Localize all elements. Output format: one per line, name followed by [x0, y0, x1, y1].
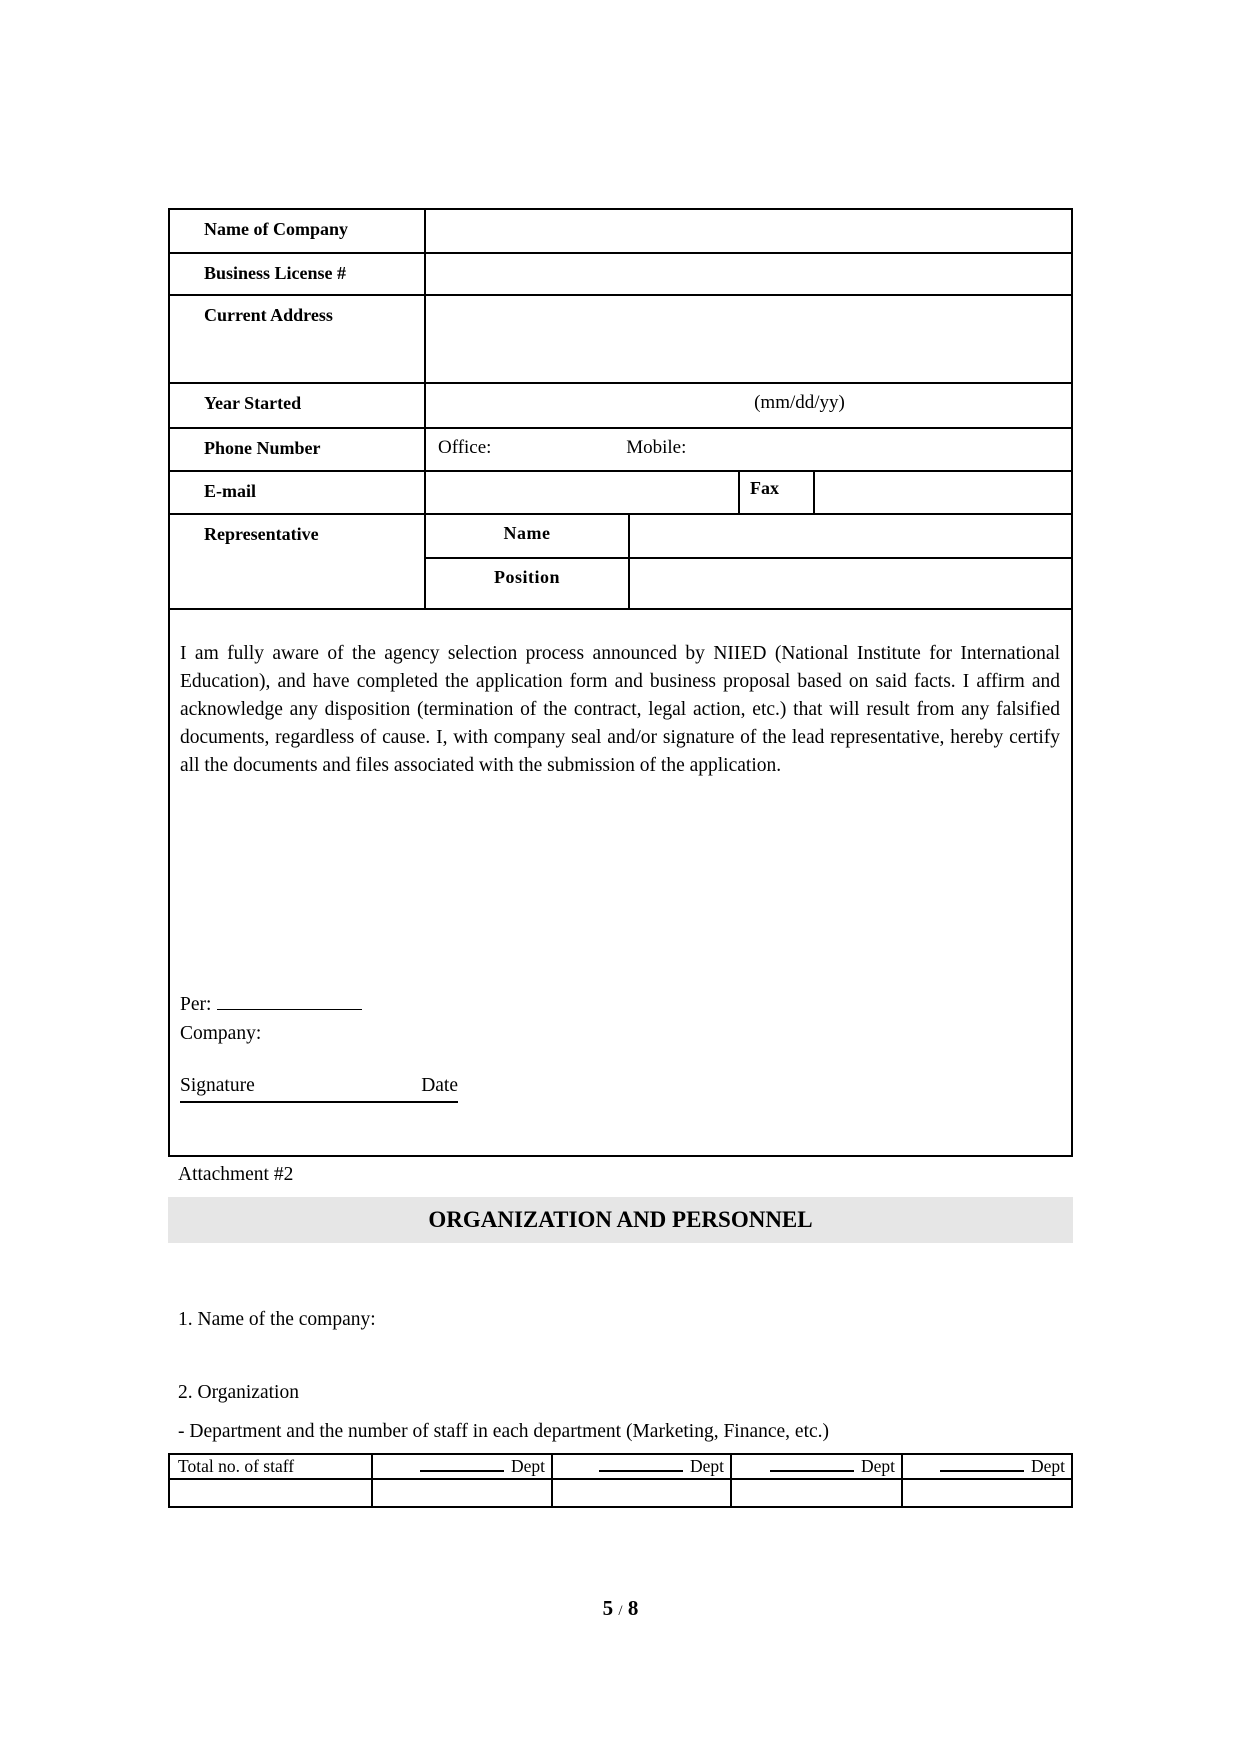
- dept-count-field[interactable]: [553, 1480, 732, 1506]
- dept-label: Dept: [1030, 1456, 1065, 1476]
- dept-header-cell: [373, 1455, 553, 1478]
- per-line: [180, 990, 458, 1019]
- attachment-label: Attachment #2: [178, 1164, 294, 1185]
- representative-name-row: [426, 515, 1071, 559]
- signature-label: Signature: [180, 1075, 255, 1096]
- item-company-name: 1. Name of the company:: [178, 1309, 376, 1330]
- page-total: 8: [627, 1596, 639, 1620]
- item-organization-note: - Department and the number of staff in each department (Marketing, Finance, etc.): [178, 1421, 830, 1442]
- table-row: [170, 254, 1071, 296]
- total-staff-label: Total no. of staff: [170, 1455, 373, 1478]
- phone-number-label: Phone Number: [170, 429, 426, 470]
- dept-label: Dept: [860, 1456, 895, 1476]
- section-heading: ORGANIZATION AND PERSONNEL: [168, 1197, 1073, 1243]
- staff-table-header-row: [170, 1455, 1071, 1480]
- per-blank-line[interactable]: [217, 1009, 362, 1010]
- declaration-cell: [170, 610, 1071, 1155]
- year-started-label: Year Started: [170, 384, 426, 427]
- page-separator: /: [618, 1603, 623, 1619]
- dept-blank-line[interactable]: [940, 1470, 1024, 1472]
- rep-name-field[interactable]: [630, 515, 1071, 557]
- representative-position-row: [426, 559, 1071, 608]
- fax-label: Fax: [738, 472, 813, 513]
- name-of-company-field[interactable]: [426, 210, 1071, 252]
- declaration-paragraph: I am fully aware of the agency selection process announced by NIIED (National Institute for International Education), and have completed the application form and business proposal based on said facts. I affirm and acknowledge any disposition (termination of the contract, legal action, etc.) that will result from any falsified documents, regardless of cause. I, with company seal and/or signature of the lead representative, hereby certify all the documents and files associated with the submission of the application.: [180, 643, 1060, 776]
- business-license-label: Business License #: [170, 254, 426, 294]
- staff-count-field[interactable]: [170, 1480, 373, 1506]
- dept-label: Dept: [510, 1456, 545, 1476]
- table-row: [170, 515, 1071, 610]
- date-label: Date: [421, 1075, 458, 1096]
- item-organization: 2. Organization: [178, 1382, 299, 1403]
- dept-count-field[interactable]: [373, 1480, 553, 1506]
- dept-header-cell: [903, 1455, 1071, 1478]
- table-row: [170, 296, 1071, 384]
- dept-count-field[interactable]: [732, 1480, 903, 1506]
- representative-label: Representative: [170, 515, 426, 608]
- mobile-label: Mobile:: [626, 437, 687, 458]
- table-row: [170, 429, 1071, 472]
- rep-name-label: Name: [426, 515, 630, 557]
- dept-header-cell: [553, 1455, 732, 1478]
- staff-table-data-row: [170, 1480, 1071, 1506]
- company-line: Company:: [180, 1023, 262, 1044]
- company-info-table: [168, 208, 1073, 1157]
- per-label: Per:: [180, 994, 212, 1015]
- rep-position-field[interactable]: [630, 559, 1071, 608]
- table-row: [170, 384, 1071, 429]
- dept-label: Dept: [689, 1456, 724, 1476]
- rep-position-label: Position: [426, 559, 630, 608]
- year-started-field[interactable]: (mm/dd/yy): [754, 392, 845, 413]
- email-label: E-mail: [170, 472, 426, 513]
- table-row: [170, 472, 1071, 515]
- email-field[interactable]: [426, 472, 738, 513]
- table-row: [170, 210, 1071, 254]
- dept-blank-line[interactable]: [770, 1470, 854, 1472]
- fax-field[interactable]: [813, 472, 1071, 513]
- page-number: [0, 1596, 1241, 1621]
- dept-count-field[interactable]: [903, 1480, 1071, 1506]
- office-label: Office:: [438, 437, 492, 458]
- signature-date-line[interactable]: [180, 1071, 458, 1103]
- dept-blank-line[interactable]: [420, 1470, 504, 1472]
- current-address-field[interactable]: [426, 296, 1071, 382]
- dept-header-cell: [732, 1455, 903, 1478]
- dept-blank-line[interactable]: [599, 1470, 683, 1472]
- name-of-company-label: Name of Company: [170, 210, 426, 252]
- current-address-label: Current Address: [170, 296, 426, 382]
- page-current: 5: [602, 1596, 614, 1620]
- phone-number-field[interactable]: [426, 429, 1071, 470]
- declaration-signature-block: [180, 990, 458, 1103]
- business-license-field[interactable]: [426, 254, 1071, 294]
- staff-table: [168, 1453, 1073, 1508]
